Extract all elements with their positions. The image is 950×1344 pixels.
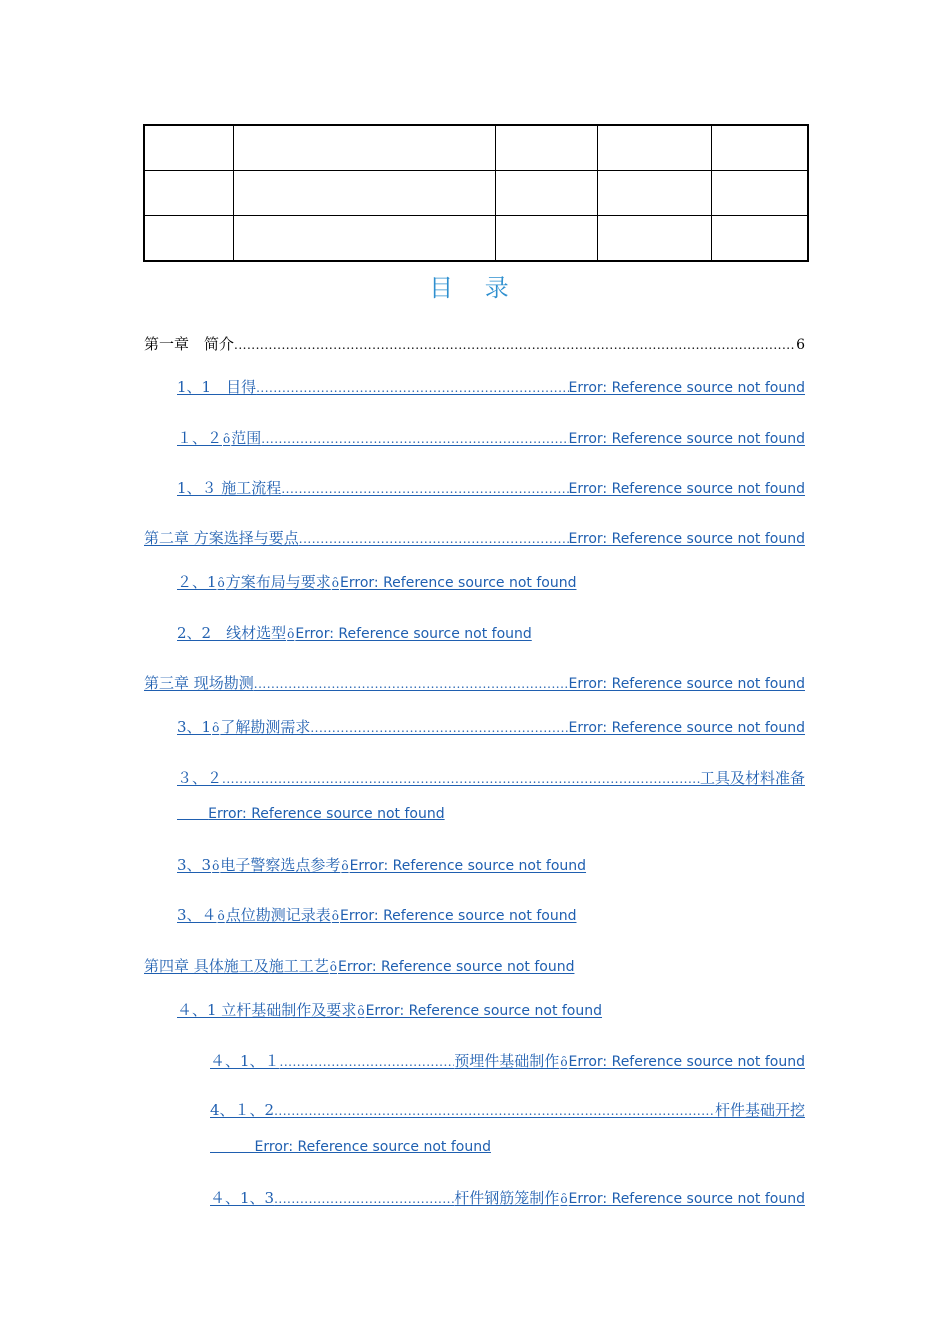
table-row — [144, 125, 808, 171]
table-row — [144, 216, 808, 262]
toc-leader — [299, 529, 569, 549]
toc-entry-label-2: 范围 — [231, 429, 262, 447]
table-cell — [711, 171, 808, 216]
toc-entry-label: 1、1 目得 — [177, 378, 257, 396]
toc-entry-chapter-2[interactable] — [144, 528, 805, 549]
table-cell — [233, 171, 495, 216]
toc-page-ref: Error: Reference source not found — [254, 1139, 491, 1155]
toc-entry-2-1[interactable] — [177, 572, 576, 593]
toc-entry-chapter-3[interactable] — [144, 673, 805, 694]
toc-leader — [256, 378, 568, 398]
toc-entry-label: 第三章 现场勘测 — [144, 674, 254, 692]
toc-entry-label-2: 方案布局与要求 — [225, 573, 331, 591]
toc-leader — [261, 429, 568, 449]
table-cell — [597, 171, 711, 216]
toc-entry-4-1-2-page[interactable] — [210, 1137, 491, 1157]
tab-mark: ȏ — [560, 1055, 568, 1069]
table-cell — [597, 216, 711, 262]
tab-mark: ȏ — [331, 909, 340, 923]
toc-leader — [234, 335, 796, 355]
toc-page-ref: Error: Reference source not found — [349, 858, 587, 874]
toc-entry-label: ４、1、１ — [210, 1052, 280, 1070]
toc-page-ref: Error: Reference source not found — [208, 806, 445, 822]
toc-entry-title: 杆件基础开挖 — [714, 1101, 805, 1119]
toc-leader — [222, 769, 700, 789]
table-cell — [597, 125, 711, 171]
toc-entry-title: 工具及材料准备 — [699, 769, 805, 787]
toc-leader — [254, 674, 569, 694]
toc-page-ref: Error: Reference source not found — [338, 959, 575, 975]
tab-mark: ȏ — [217, 909, 225, 923]
table-cell — [711, 125, 808, 171]
toc-entry-label-2: 了解勘测需求 — [220, 718, 311, 736]
toc-page-ref: Error: Reference source not found — [568, 720, 805, 736]
table-cell — [144, 216, 233, 262]
toc-leader — [281, 479, 568, 499]
toc-page-ref: Error: Reference source not found — [340, 908, 577, 924]
toc-page-ref: Error: Reference source not found — [340, 575, 577, 591]
toc-entry-label-2: 电子警察选点参考 — [220, 856, 341, 874]
table-cell — [495, 125, 597, 171]
toc-page-ref: Error: Reference source not found — [365, 1003, 603, 1019]
toc-leader — [274, 1189, 454, 1209]
toc-entry-4-1-1[interactable] — [210, 1051, 805, 1072]
toc-entry-4-1[interactable] — [177, 1000, 602, 1021]
tab-mark: ȏ — [357, 1004, 365, 1018]
toc-entry-1-3[interactable] — [177, 478, 805, 499]
toc-entry-chapter-1[interactable] — [144, 334, 805, 355]
toc-entry-label-2: 点位勘测记录表 — [225, 906, 331, 924]
table-cell — [233, 216, 495, 262]
toc-entry-label: ２、1 — [177, 573, 217, 591]
toc-entry-label: 1、３ 施工流程 — [177, 479, 282, 497]
toc-entry-label: 3、3 — [177, 856, 212, 874]
toc-entry-label: 第二章 方案选择与要点 — [144, 529, 299, 547]
table-cell — [144, 125, 233, 171]
toc-page-ref: Error: Reference source not found — [568, 1191, 805, 1207]
header-table — [143, 124, 809, 262]
toc-entry-3-1[interactable] — [177, 717, 805, 738]
toc-page-ref: Error: Reference source not found — [568, 380, 805, 396]
tab-mark: ȏ — [341, 859, 349, 873]
table-row — [144, 171, 808, 216]
table-cell — [495, 171, 597, 216]
toc-entry-chapter-4[interactable] — [144, 956, 574, 977]
toc-entry-label: ４、1 立杆基础制作及要求 — [177, 1001, 357, 1019]
indent — [177, 806, 208, 822]
table-cell — [233, 125, 495, 171]
toc-entry-label: 第四章 具体施工及施工工艺 — [144, 957, 329, 975]
toc-entry-1-2[interactable] — [177, 428, 805, 449]
toc-entry-label: 3、４ — [177, 906, 217, 924]
tab-mark: ȏ — [223, 432, 231, 446]
toc-entry-4-1-2[interactable] — [210, 1100, 805, 1121]
toc-leader — [274, 1101, 715, 1121]
toc-entry-label: １、２ — [177, 429, 223, 447]
table-cell — [711, 216, 808, 262]
table-cell — [144, 171, 233, 216]
toc-page-ref: Error: Reference source not found — [568, 531, 805, 547]
tab-mark: ȏ — [329, 960, 338, 974]
toc-entry-3-4[interactable] — [177, 905, 576, 926]
toc-entry-label: 4、１、2 — [210, 1101, 275, 1119]
toc-title: 目 录 — [429, 274, 521, 302]
tab-mark: ȏ — [217, 576, 225, 590]
toc-entry-title: 预埋件基础制作 — [454, 1052, 560, 1070]
toc-page-ref: Error: Reference source not found — [568, 481, 805, 497]
toc-entry-label: 3、1 — [177, 718, 212, 736]
toc-entry-label: 2、2 线材选型 — [177, 624, 287, 642]
toc-entry-title: 杆件钢筋笼制作 — [454, 1189, 560, 1207]
toc-entry-3-2-page[interactable] — [177, 804, 445, 824]
table-cell — [495, 216, 597, 262]
toc-leader — [310, 718, 568, 738]
toc-entry-4-1-3[interactable] — [210, 1188, 805, 1209]
toc-page-ref: Error: Reference source not found — [568, 676, 805, 692]
toc-entry-3-2[interactable] — [177, 768, 805, 789]
toc-page-ref: Error: Reference source not found — [568, 1054, 805, 1070]
toc-entry-1-1[interactable] — [177, 377, 805, 398]
toc-entry-2-2[interactable] — [177, 623, 532, 644]
toc-entry-label: ３、２ — [177, 769, 223, 787]
tab-mark: ȏ — [331, 576, 340, 590]
toc-entry-label: 第一章 简介 — [144, 335, 235, 353]
toc-page-number: 6 — [796, 337, 805, 353]
tab-mark: ȏ — [212, 721, 220, 735]
toc-page-ref: Error: Reference source not found — [295, 626, 532, 642]
tab-mark: ȏ — [287, 627, 295, 641]
toc-leader — [280, 1052, 455, 1072]
toc-entry-3-3[interactable] — [177, 855, 586, 876]
tab-mark: ȏ — [560, 1192, 568, 1206]
indent — [210, 1139, 255, 1155]
toc-page-ref: Error: Reference source not found — [568, 431, 805, 447]
toc-entry-label: ４、1、3 — [210, 1189, 275, 1207]
tab-mark: ȏ — [212, 859, 220, 873]
